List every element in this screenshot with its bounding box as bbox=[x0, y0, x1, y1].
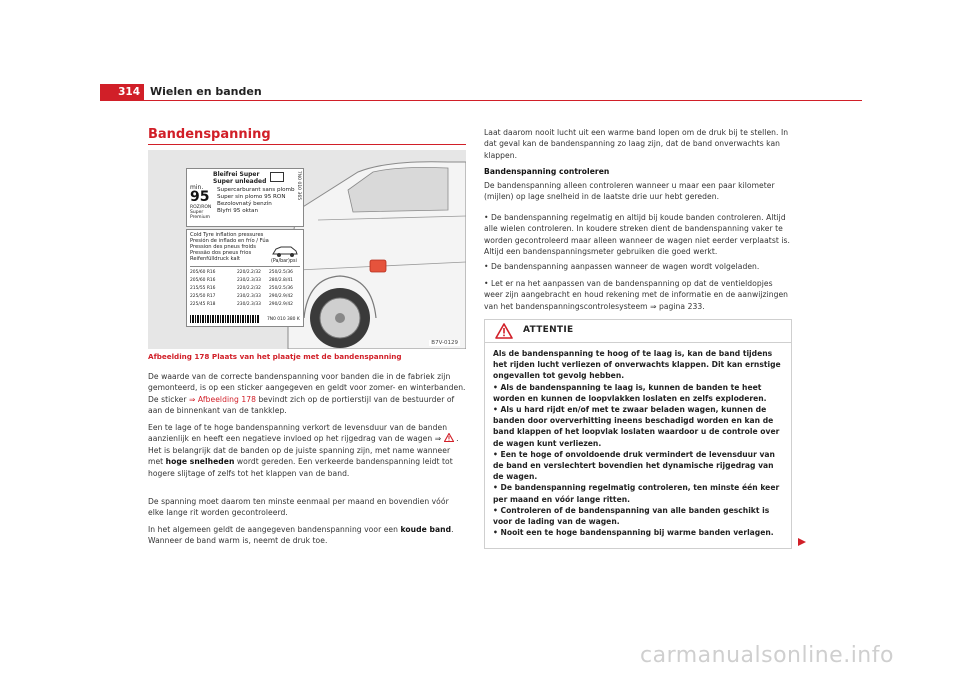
fuel-pump-icon bbox=[270, 172, 284, 182]
fuel-name-1: Bleifrei Super bbox=[213, 171, 260, 178]
bullet-dot: • bbox=[493, 483, 498, 493]
tyre-row-size-0: 205/60 R16 bbox=[190, 270, 216, 275]
attention-bullet-1-text: Als u hard rijdt en/of met te zwaar beladen wagen, kunnen de banden door oververhitting ineens beschadigd worden en kan de band klappen of het loopvlak loslaten waardoor u de controle over de wagen kunt verliezen. bbox=[493, 405, 780, 448]
attention-header bbox=[485, 320, 791, 343]
barcode bbox=[190, 315, 260, 323]
tyre-divider bbox=[190, 266, 300, 267]
fuel-vertical-code: 7N0 010 365 bbox=[295, 170, 301, 201]
attention-intro: Als de bandenspanning te hoog of te laag is, kan de band tijdens het rijden lucht verliezen of onverwachts klappen. Dit kan ernstige ongevallen tot gevolg hebben. bbox=[493, 349, 781, 381]
warning-icon bbox=[444, 433, 454, 442]
fuel-line-1: Super sin plomo 95 RON bbox=[217, 194, 286, 200]
right-bullet-0 bbox=[484, 212, 790, 258]
watermark: carmanualsonline.info bbox=[640, 643, 894, 668]
paragraph-4-bold: koude band bbox=[400, 525, 452, 534]
tyre-row-a-3: 230/2.3/33 bbox=[237, 294, 261, 299]
attention-title: ATTENTIE bbox=[523, 325, 574, 335]
figure-caption: Afbeelding 178 Plaats van het plaatje met de bandenspanning bbox=[148, 352, 402, 361]
tyre-row-b-4: 290/2.9/42 bbox=[269, 302, 293, 307]
attention-bullet-0 bbox=[493, 382, 783, 404]
tyre-row-size-2: 215/55 R16 bbox=[190, 286, 216, 291]
attention-bullet-3-text: De bandenspanning regelmatig controleren, ten minste één keer per maand en vóór lange ritten. bbox=[493, 483, 780, 504]
tyre-line-4: Reifenfülldruck kalt bbox=[190, 256, 241, 262]
tyre-unit-badge: (Pa/bar)psi bbox=[271, 259, 297, 264]
bullet-dot: • bbox=[493, 382, 498, 392]
tyre-pressure-sticker bbox=[186, 229, 304, 327]
figure-code: B7V-0129 bbox=[431, 340, 458, 346]
attention-bullet-2-text: Een te hoge of onvoldoende druk vermindert de levensduur van de band en verslechtert bovendien het dynamische rijgedrag van de wagen. bbox=[493, 449, 775, 482]
tyre-row-b-3: 290/2.9/42 bbox=[269, 294, 293, 299]
warning-triangle-icon bbox=[495, 323, 513, 339]
right-bullet-1 bbox=[484, 261, 790, 272]
fuel-label-sticker bbox=[186, 168, 304, 227]
fuel-side-left-0: ROZ/RON bbox=[190, 205, 212, 210]
chapter-title: Wielen en banden bbox=[150, 85, 262, 98]
fuel-octane: 95 bbox=[190, 189, 210, 205]
right-bullet-1-text: De bandenspanning aanpassen wanneer de wagen wordt volgeladen. bbox=[491, 262, 760, 271]
fuel-side-left-2: Premium bbox=[190, 215, 211, 220]
attention-bullet-3 bbox=[493, 482, 783, 504]
right-subhead: Bandenspanning controleren bbox=[484, 167, 610, 176]
figure-reference-link[interactable]: ⇒ Afbeelding 178 bbox=[189, 394, 256, 404]
tyre-row-a-0: 220/2.2/32 bbox=[237, 270, 261, 275]
bullet-dot: • bbox=[493, 528, 498, 538]
paragraph-4-b: . Wanneer de band warm is, neemt de druk toe. bbox=[148, 525, 454, 546]
paragraph-1-text: De waarde van de correcte bandenspanning voor banden die in de fabriek zijn gemonteerd, is op een sticker aangegeven en geldt voor zomer- en winterbanden. De sticker bbox=[148, 372, 466, 404]
attention-box bbox=[484, 319, 792, 549]
tyre-row-size-4: 225/45 R18 bbox=[190, 302, 216, 307]
paragraph-3: De spanning moet daarom ten minste eenmaal per maand en bovendien vóór elke lange rit worden gecontroleerd. bbox=[148, 497, 449, 518]
car-side-icon bbox=[271, 244, 299, 258]
right-bullet-2-text: Let er na het aanpassen van de bandenspanning op dat de ventieldopjes weer zijn aangebracht en houd rekening met de informatie en de aanwijzingen van het bandenspanningscontrolesysteem ⇒ pagina 233. bbox=[484, 279, 789, 311]
attention-bullet-4 bbox=[493, 505, 783, 527]
bullet-dot: • bbox=[493, 405, 498, 415]
figure-tyre-pressure-label bbox=[148, 150, 466, 349]
fuel-line-0: Supercarburant sans plomb bbox=[217, 187, 295, 193]
paragraph-1-end: bevindt zich op de portierstijl van de bestuurder of aan de binnenkant van de tankklep. bbox=[148, 394, 455, 416]
bullet-dot: • bbox=[493, 505, 498, 515]
attention-bullet-2 bbox=[493, 449, 783, 483]
tyre-row-a-4: 230/2.3/33 bbox=[237, 302, 261, 307]
attention-body bbox=[493, 348, 783, 538]
right-bullet-2 bbox=[484, 278, 790, 312]
right-bullet-0-text: De bandenspanning regelmatig en altijd bij koude banden controleren. Altijd alle wielen controleren. In koudere streken dient de bandenspanning vaker te worden gecontroleerd maar alleen wanneer de wagen niet eerder verplaatst is. Altijd een bandenspanningsmeter gebruiken die goed werkt. bbox=[484, 213, 790, 257]
right-paragraph-1: Laat daarom nooit lucht uit een warme band lopen om de druk bij te stellen. In dat geval kan de bandenspanning zo laag zijn, dat de band onverwachts kan klappen. bbox=[484, 128, 789, 160]
bullet-dot: • bbox=[484, 279, 489, 288]
tyre-row-b-0: 250/2.5/36 bbox=[269, 270, 293, 275]
paragraph-4-a: In het algemeen geldt de aangegeven bandenspanning voor een bbox=[148, 525, 399, 534]
section-rule bbox=[148, 144, 466, 145]
tyre-line-2: Pression des pneus froids bbox=[190, 244, 256, 250]
attention-bullet-5-text: Nooit een te hoge bandenspanning bij warme banden verlagen. bbox=[500, 528, 774, 538]
fuel-flap-highlight bbox=[370, 260, 386, 272]
right-paragraph-2: De bandenspanning alleen controleren wanneer u maar een paar kilometer (mijlen) op lage snelheid in de laatste drie uur hebt gereden. bbox=[484, 181, 775, 202]
continue-arrow-icon bbox=[797, 537, 807, 547]
fuel-line-3: Blyfri 95 oktan bbox=[217, 208, 259, 214]
attention-bullet-5 bbox=[493, 527, 783, 538]
tyre-row-b-2: 250/2.5/36 bbox=[269, 286, 293, 291]
bullet-dot: • bbox=[493, 449, 498, 459]
tyre-row-size-3: 225/50 R17 bbox=[190, 294, 216, 299]
tyre-row-size-1: 205/60 R16 bbox=[190, 278, 216, 283]
paragraph-2-bold: hoge snelheden bbox=[165, 457, 235, 467]
paragraph-4 bbox=[148, 524, 466, 547]
paragraph-2-c: wordt gereden. Een verkeerde bandenspanning leidt tot hogere slijtage of zelfs tot het klappen van de band. bbox=[148, 457, 453, 478]
paragraph-2 bbox=[148, 422, 466, 479]
attention-bullet-1 bbox=[493, 404, 783, 449]
tyre-line-0: Cold Tyre inflation pressures bbox=[190, 232, 264, 238]
tyre-code: 7N0 010 380 K bbox=[267, 317, 300, 322]
paragraph-2-a: Een te lage of te hoge bandenspanning verkort de levensduur van de banden aanzienlijk en heeft een negatieve invloed op het rijgedrag van de wagen ⇒ bbox=[148, 423, 448, 444]
tyre-row-b-1: 280/2.8/41 bbox=[269, 278, 293, 283]
bullet-dot: • bbox=[484, 262, 489, 271]
fuel-line-2: Bezolovnatý benzín bbox=[217, 201, 272, 207]
attention-bullet-4-text: Controleren of de bandenspanning van alle banden geschikt is voor de lading van de wagen. bbox=[493, 505, 770, 527]
attention-bullet-0-text: Als de bandenspanning te laag is, kunnen de banden te heet worden en kunnen de loopvlakken loslaten en zelfs exploderen. bbox=[493, 382, 767, 403]
tyre-line-3: Pressão dos pneus frios bbox=[190, 250, 252, 256]
fuel-side-left-1: Super bbox=[190, 210, 204, 215]
bullet-dot: • bbox=[484, 213, 489, 222]
fuel-name-2: Super unleaded bbox=[213, 178, 267, 185]
paragraph-1 bbox=[148, 371, 466, 417]
fuel-min-label: min. bbox=[190, 184, 204, 191]
page-number: 314 bbox=[100, 84, 144, 100]
tyre-line-1: Presión de inflado en frío / Fúa bbox=[190, 238, 269, 244]
tyre-row-a-2: 220/2.2/32 bbox=[237, 286, 261, 291]
paragraph-2-b: . Het is belangrijk dat de banden op de juiste spanning zijn, met name wanneer met bbox=[148, 434, 459, 467]
tyre-row-a-1: 230/2.3/33 bbox=[237, 278, 261, 283]
section-title: Bandenspanning bbox=[148, 127, 271, 142]
header-rule bbox=[100, 100, 862, 101]
